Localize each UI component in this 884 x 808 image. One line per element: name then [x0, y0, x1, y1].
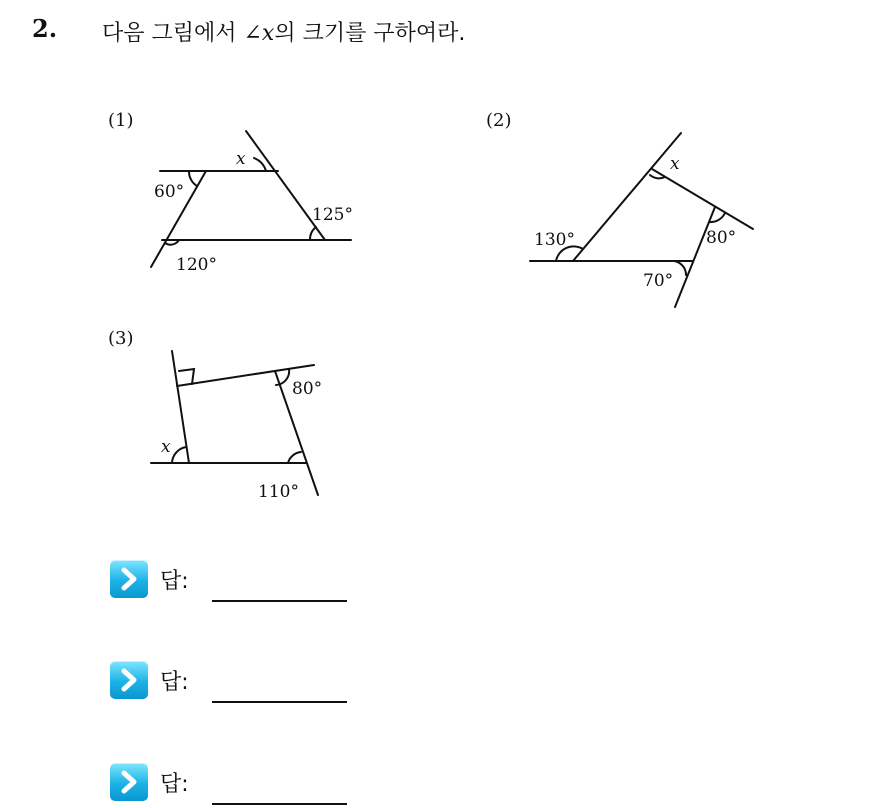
figure-2-label: (2): [486, 110, 512, 131]
chevron-right-icon: [110, 560, 148, 598]
fig1-angle-60: 60°: [154, 182, 185, 202]
fig3-angle-x: x: [161, 437, 171, 457]
answer-blank[interactable]: [212, 803, 347, 805]
fig3-angle-80: 80°: [292, 379, 323, 399]
figure-1-label: (1): [108, 110, 134, 131]
answer-label: 답:: [160, 772, 189, 797]
answer-label: 답:: [160, 569, 189, 594]
fig1-angle-125: 125°: [312, 205, 353, 225]
answer-label: 답:: [160, 670, 189, 695]
answer-row-2: [110, 661, 370, 701]
figure-3-diagram: [151, 351, 318, 495]
figure-3-label: (3): [108, 328, 134, 349]
fig1-angle-120: 120°: [176, 255, 217, 275]
fig2-angle-70: 70°: [643, 271, 674, 291]
question-text-before: 다음 그림에서: [102, 21, 244, 46]
fig2-angle-80: 80°: [706, 228, 737, 248]
fig3-angle-110: 110°: [258, 482, 299, 502]
answer-blank[interactable]: [212, 600, 347, 602]
figure-2-diagram: [530, 133, 753, 307]
fig2-angle-130: 130°: [534, 230, 575, 250]
question-text-after: 의 크기를 구하여라.: [274, 21, 466, 46]
fig2-angle-x: x: [670, 154, 680, 174]
angle-x-symbol: ∠x: [243, 21, 275, 46]
answer-row-3: [110, 763, 370, 803]
answer-row-1: [110, 560, 370, 600]
answer-blank[interactable]: [212, 701, 347, 703]
chevron-right-icon: [110, 661, 148, 699]
fig1-angle-x: x: [236, 149, 246, 169]
question-number: 2.: [32, 14, 58, 43]
chevron-right-icon: [110, 763, 148, 801]
